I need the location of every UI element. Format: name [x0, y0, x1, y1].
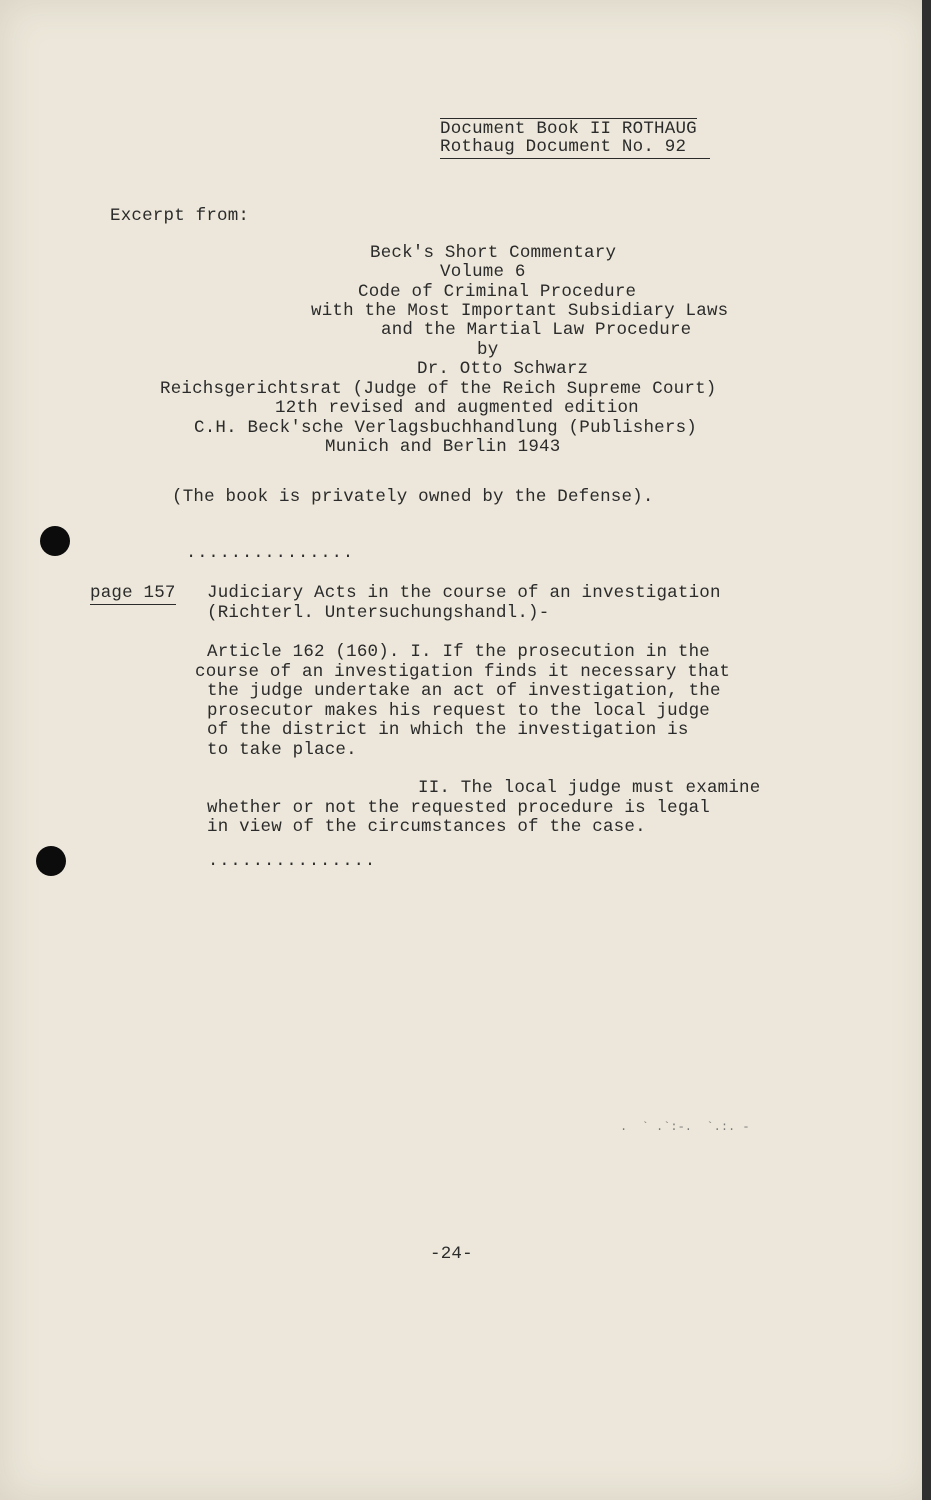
article-line-3: the judge undertake an act of investigation, the: [207, 681, 721, 701]
article-line-1: Article 162 (160). I. If the prosecution in the: [207, 642, 710, 662]
punch-hole-top: [40, 526, 70, 556]
ownership-note: (The book is privately owned by the Defense).: [172, 487, 654, 507]
header-line-1: Document Book II ROTHAUG: [440, 119, 697, 139]
citation-author: Dr. Otto Schwarz: [417, 359, 589, 379]
citation-volume: Volume 6: [440, 262, 526, 282]
citation-subtitle-1: with the Most Important Subsidiary Laws: [311, 301, 729, 321]
ellipsis-separator-1: ...............: [186, 544, 355, 563]
citation-subtitle-2: and the Martial Law Procedure: [381, 320, 692, 340]
article-line-6: to take place.: [207, 740, 357, 760]
excerpt-label: Excerpt from:: [110, 206, 250, 226]
ellipsis-separator-2: ...............: [208, 852, 377, 871]
section-heading-line-2: (Richterl. Untersuchungshandl.)-: [207, 603, 550, 623]
citation-edition: 12th revised and augmented edition: [275, 398, 639, 418]
article-para2-line-1: II. The local judge must examine: [418, 778, 761, 798]
page-number: -24-: [430, 1244, 473, 1264]
citation-subject: Code of Criminal Procedure: [358, 282, 637, 302]
page-edge-shadow: [922, 0, 931, 1500]
citation-title: Beck's Short Commentary: [370, 243, 617, 263]
paper-specks: . ` .`:-. `.:. -: [620, 1120, 750, 1134]
article-para2-line-3: in view of the circumstances of the case.: [207, 817, 646, 837]
header-line-2: Rothaug Document No. 92: [440, 137, 710, 159]
citation-author-title: Reichsgerichtsrat (Judge of the Reich Supreme Court): [160, 379, 717, 399]
citation-publisher: C.H. Beck'sche Verlagsbuchhandlung (Publishers): [194, 418, 697, 438]
punch-hole-bottom: [36, 846, 66, 876]
section-heading-line-1: Judiciary Acts in the course of an investigation: [207, 583, 721, 603]
article-line-4: prosecutor makes his request to the local judge: [207, 701, 710, 721]
article-para2-line-2: whether or not the requested procedure is legal: [207, 798, 710, 818]
page-reference: page 157: [90, 583, 176, 603]
citation-by: by: [477, 340, 499, 360]
article-line-2: course of an investigation finds it necessary that: [195, 662, 731, 682]
article-line-5: of the district in which the investigation is: [207, 720, 689, 740]
citation-place-year: Munich and Berlin 1943: [325, 437, 561, 457]
